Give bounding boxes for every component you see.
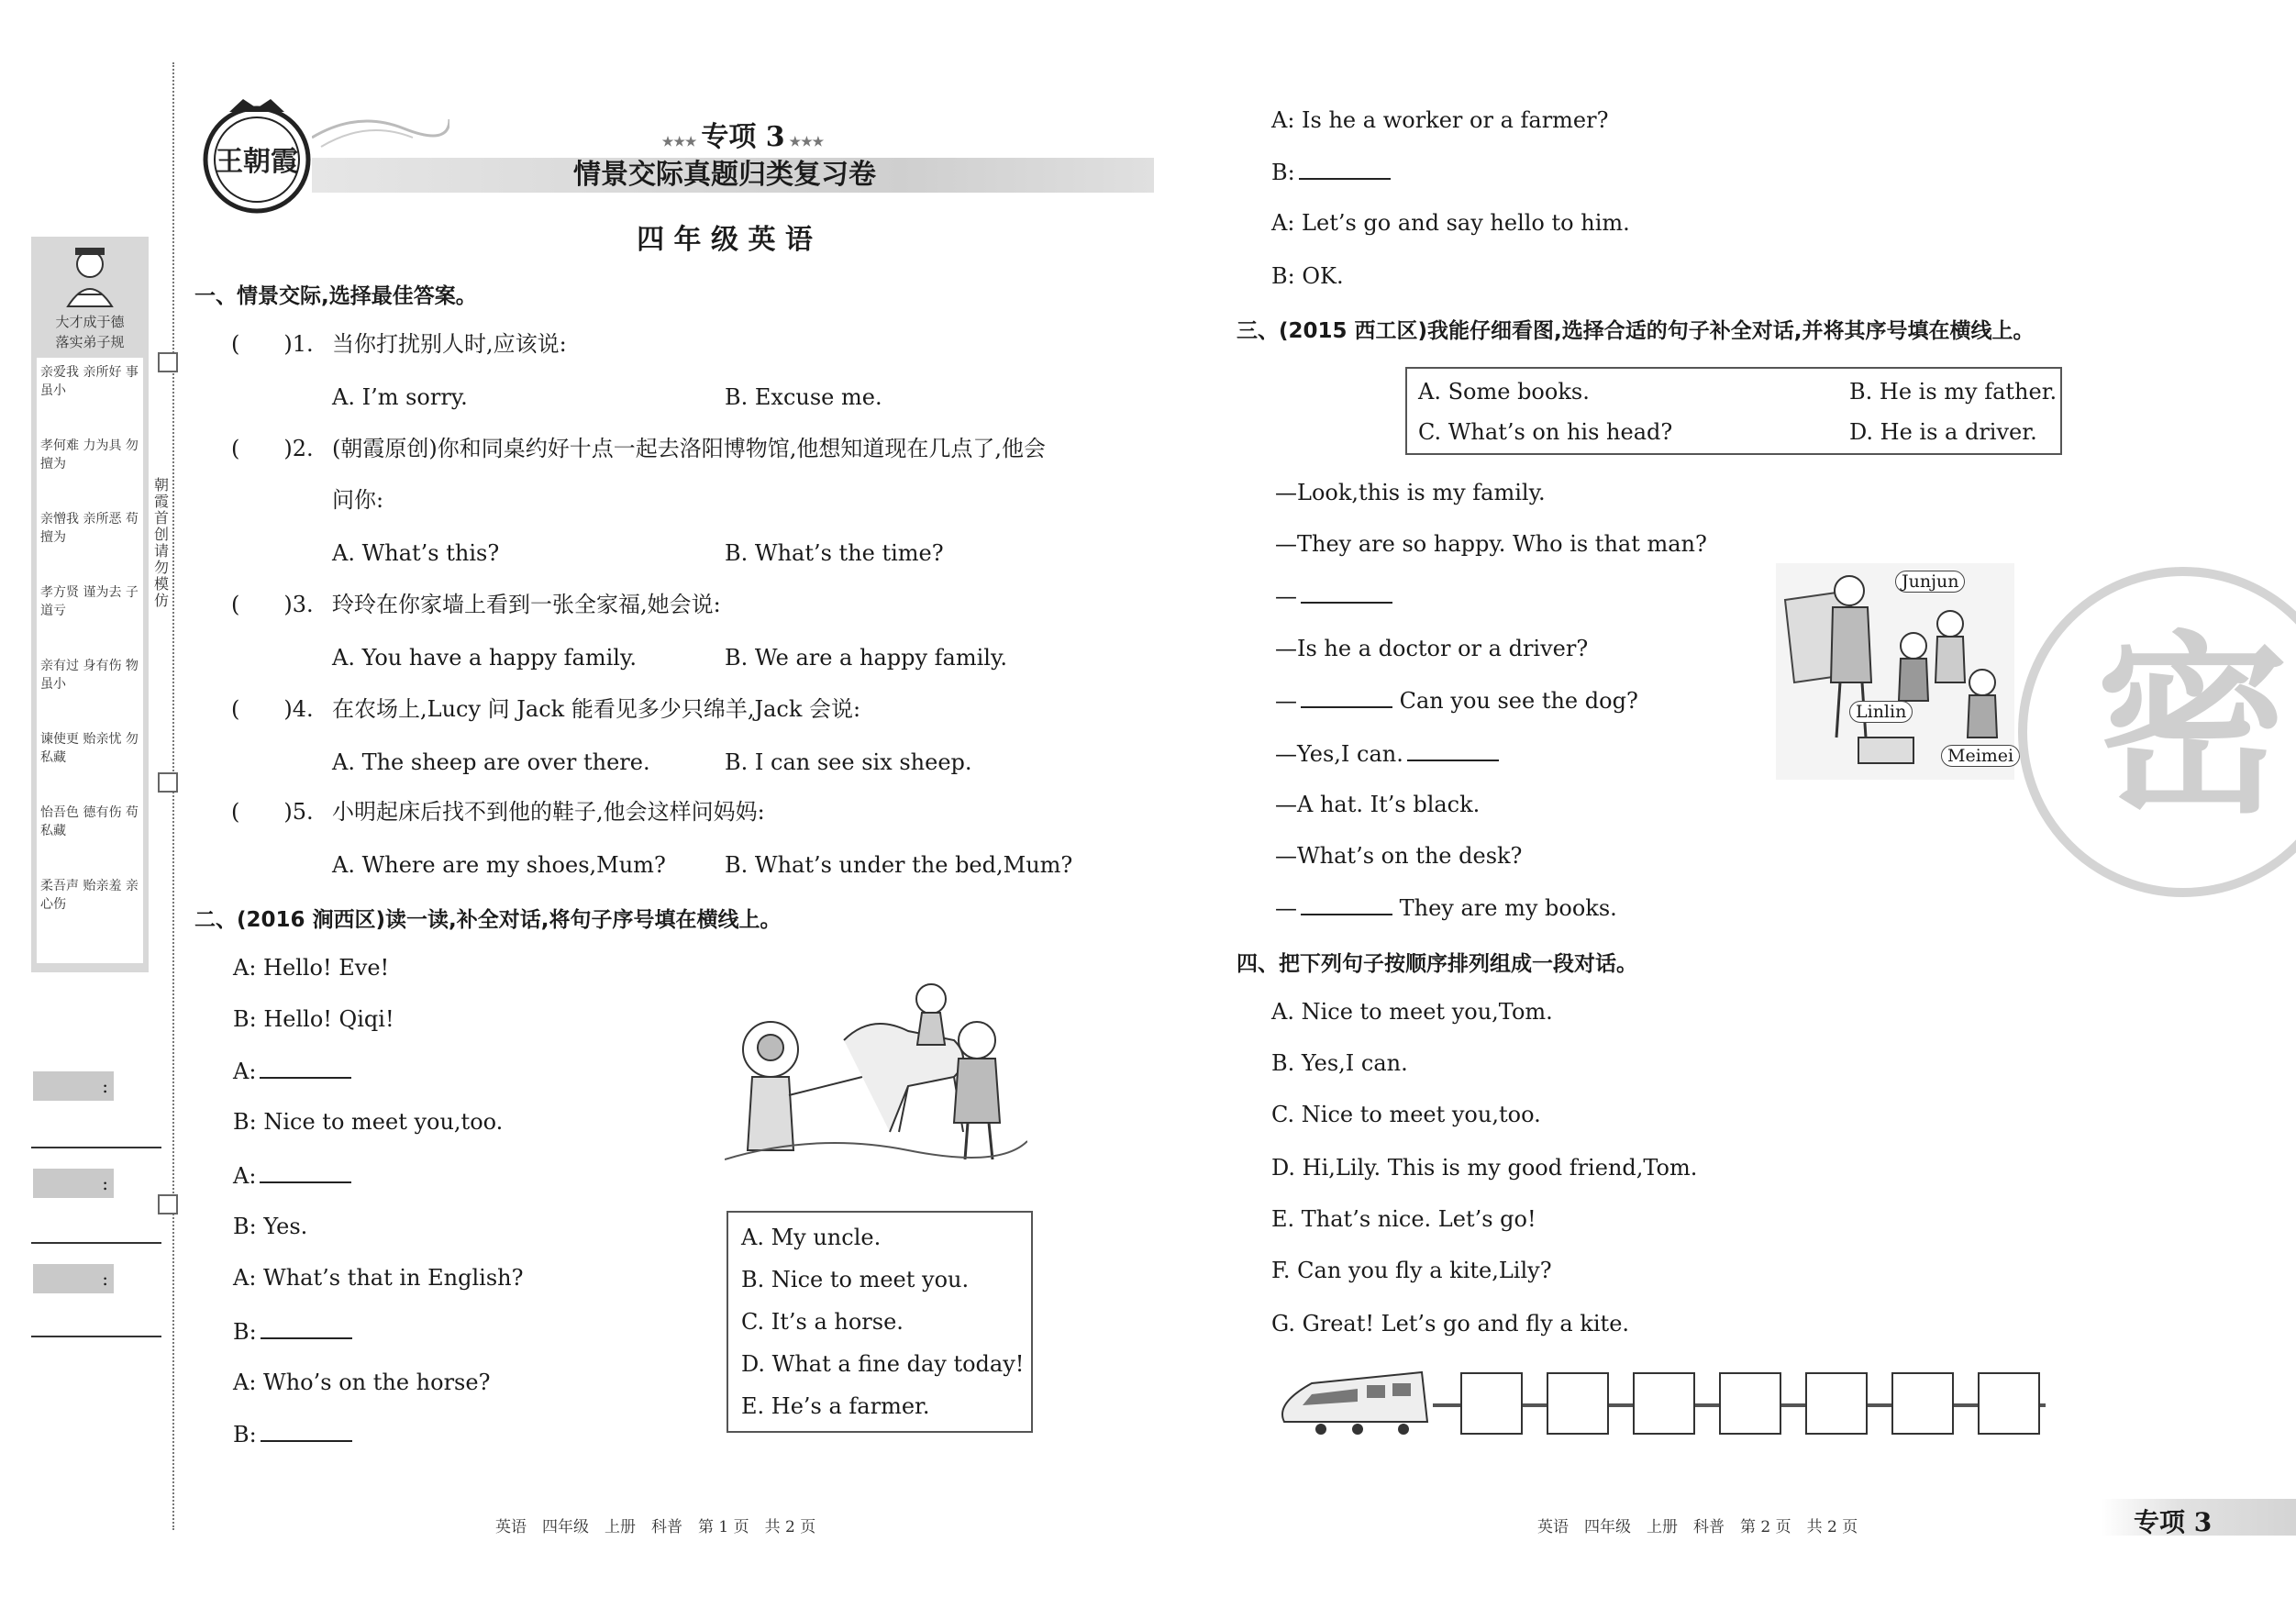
poem-line: 谏使更 贻亲忧 勿私藏 bbox=[40, 732, 139, 765]
dialog-line: B: bbox=[233, 1420, 352, 1448]
name-field-label: : bbox=[33, 1071, 114, 1101]
answer-blank[interactable] bbox=[260, 1161, 351, 1183]
answer-box[interactable] bbox=[1547, 1372, 1609, 1435]
sentence-item: E. That’s nice. Let’s go! bbox=[1271, 1206, 1536, 1232]
picture-label: Junjun bbox=[1895, 571, 1965, 593]
dialog-line: A: bbox=[233, 1057, 351, 1085]
option-item: B. He is my father. bbox=[1849, 379, 2058, 405]
question-stem: 小明起床后找不到他的鞋子,他会这样问妈妈: bbox=[332, 799, 765, 825]
sentence-item: A. Nice to meet you,Tom. bbox=[1271, 999, 1553, 1025]
poem-line: 亲憎我 亲所恶 苟擅为 bbox=[40, 512, 139, 545]
score-field-label: : bbox=[33, 1264, 114, 1293]
poem-line: 亲有过 身有伤 物虽小 bbox=[40, 659, 139, 692]
answer-box[interactable] bbox=[1633, 1372, 1695, 1435]
horse-illustration bbox=[725, 976, 1027, 1178]
section-tab bbox=[2101, 1499, 2296, 1536]
series-label: ★★★ 专项 3 ★★★ bbox=[661, 121, 825, 153]
motto-1: 大才成于德 bbox=[55, 314, 125, 330]
option-b: B. What’s under the bed,Mum? bbox=[725, 852, 1073, 878]
dialog-line: — Can you see the dog? bbox=[1275, 688, 1638, 714]
scholar-icon bbox=[59, 244, 121, 308]
footer-left: 英语 四年级 上册 科普 第 1 页 共 2 页 bbox=[495, 1518, 816, 1536]
dialog-line: B: bbox=[233, 1317, 352, 1346]
answer-blank[interactable] bbox=[261, 1317, 352, 1339]
dialog-line: A: Who’s on the horse? bbox=[233, 1370, 491, 1395]
motto-2: 落实弟子规 bbox=[55, 334, 125, 350]
question-stem: (朝霞原创)你和同桌约好十点一起去洛阳博物馆,他想知道现在几点了,他会 bbox=[332, 436, 1046, 461]
section4-heading: 四、把下列句子按顺序排列组成一段对话。 bbox=[1237, 952, 1637, 976]
question-number[interactable]: ( )3. bbox=[231, 592, 314, 617]
dialog-line: A: bbox=[233, 1161, 351, 1190]
page-subtitle: 四 年 级 英 语 bbox=[637, 224, 813, 256]
dialog-line: —Is he a doctor or a driver? bbox=[1275, 636, 1589, 661]
binding-line bbox=[172, 62, 174, 1530]
dialog-line: — bbox=[1275, 582, 1392, 610]
answer-blank[interactable] bbox=[1301, 582, 1392, 604]
section1-heading: 一、情景交际,选择最佳答案。 bbox=[194, 284, 477, 308]
question-stem: 玲玲在你家墙上看到一张全家福,她会说: bbox=[332, 592, 721, 617]
score-field-line[interactable] bbox=[31, 1336, 161, 1337]
option-b: B. Excuse me. bbox=[725, 384, 882, 410]
sidebar-motto-panel bbox=[31, 237, 149, 972]
sentence-item: D. Hi,Lily. This is my good friend,Tom. bbox=[1271, 1155, 1698, 1181]
class-field-line[interactable] bbox=[31, 1242, 161, 1244]
section3-heading: 三、(2015 西工区)我能仔细看图,选择合适的句子补全对话,并将其序号填在横线上。 bbox=[1237, 319, 2035, 343]
option-item: A. My uncle. bbox=[741, 1225, 882, 1250]
option-item: D. He is a driver. bbox=[1849, 419, 2037, 445]
option-item: B. Nice to meet you. bbox=[741, 1267, 970, 1292]
answer-box[interactable] bbox=[1978, 1372, 2040, 1435]
train-engine-icon bbox=[1275, 1367, 1440, 1438]
question-stem: 当你打扰别人时,应该说: bbox=[332, 331, 567, 357]
option-a: A. What’s this? bbox=[332, 540, 500, 566]
question-number[interactable]: ( )1. bbox=[231, 331, 314, 357]
sentence-item: C. Nice to meet you,too. bbox=[1271, 1102, 1541, 1127]
section-tab-label: 专项 3 bbox=[2134, 1507, 2213, 1537]
option-b: B. What’s the time? bbox=[725, 540, 944, 566]
dialog-line: B: OK. bbox=[1271, 263, 1344, 289]
option-a: A. I’m sorry. bbox=[332, 384, 468, 410]
vertical-note: 朝霞首创 请勿模仿 bbox=[153, 476, 169, 609]
poem-line: 亲爱我 亲所好 事虽小 bbox=[40, 365, 139, 398]
picture-label: Meimei bbox=[1941, 745, 2020, 767]
answer-box[interactable] bbox=[1719, 1372, 1781, 1435]
answer-blank[interactable] bbox=[1299, 158, 1391, 180]
dialog-line: A: Hello! Eve! bbox=[233, 955, 390, 981]
ribbon-decoration bbox=[312, 101, 449, 156]
dialog-line: A: Let’s go and say hello to him. bbox=[1271, 210, 1630, 236]
name-field-line[interactable] bbox=[31, 1147, 161, 1148]
class-field-label: : bbox=[33, 1169, 114, 1198]
secret-stamp bbox=[2018, 567, 2296, 897]
option-b: B. I can see six sheep. bbox=[725, 749, 972, 775]
answer-blank[interactable] bbox=[260, 1057, 351, 1079]
poem-line: 孝方贤 谨为去 子道亏 bbox=[40, 585, 139, 618]
dialog-line: A: Is he a worker or a farmer? bbox=[1271, 107, 1609, 133]
dialog-line: B: Nice to meet you,too. bbox=[233, 1109, 504, 1135]
binding-hole bbox=[158, 352, 178, 372]
dialog-line: A: What’s that in English? bbox=[233, 1265, 524, 1291]
answer-blank[interactable] bbox=[1301, 686, 1392, 708]
family-picture bbox=[1776, 563, 2014, 780]
option-a: A. The sheep are over there. bbox=[332, 749, 650, 775]
answer-box[interactable] bbox=[1460, 1372, 1523, 1435]
dialog-line: —A hat. It’s black. bbox=[1275, 792, 1481, 817]
poem-line: 柔吾声 贻亲羞 亲心伤 bbox=[40, 879, 139, 912]
footer-right: 英语 四年级 上册 科普 第 2 页 共 2 页 bbox=[1537, 1518, 1858, 1536]
question-stem: 在农场上,Lucy 问 Jack 能看见多少只绵羊,Jack 会说: bbox=[332, 696, 861, 722]
dialog-line: —They are so happy. Who is that man? bbox=[1275, 531, 1707, 557]
poem-line: 怡吾色 德有伤 苟私藏 bbox=[40, 805, 139, 838]
page-title: 情景交际真题归类复习卷 bbox=[573, 159, 876, 191]
option-a: A. Where are my shoes,Mum? bbox=[332, 852, 666, 878]
dialog-line: B: bbox=[1271, 158, 1391, 186]
stamp-glyph: 密 bbox=[2095, 615, 2289, 839]
answer-blank[interactable] bbox=[1301, 893, 1392, 915]
option-item: C. It’s a horse. bbox=[741, 1309, 904, 1335]
poem-box bbox=[37, 358, 143, 963]
dialog-line: B: Hello! Qiqi! bbox=[233, 1006, 394, 1032]
sentence-item: B. Yes,I can. bbox=[1271, 1050, 1408, 1076]
picture-label: Linlin bbox=[1849, 701, 1913, 723]
question-number[interactable]: ( )2. bbox=[231, 436, 314, 461]
section2-heading: 二、(2016 涧西区)读一读,补全对话,将句子序号填在横线上。 bbox=[194, 908, 782, 932]
answer-blank[interactable] bbox=[1407, 739, 1499, 761]
question-stem-cont: 问你: bbox=[332, 487, 384, 513]
svg-text:王朝霞: 王朝霞 bbox=[216, 146, 298, 178]
question-number[interactable]: ( )5. bbox=[231, 799, 314, 825]
dialog-line: B: Yes. bbox=[233, 1214, 308, 1239]
answer-box[interactable] bbox=[1891, 1372, 1954, 1435]
binding-hole bbox=[158, 1194, 178, 1214]
sentence-item: F. Can you fly a kite,Lily? bbox=[1271, 1258, 1552, 1283]
dialog-line: —Look,this is my family. bbox=[1275, 480, 1546, 505]
answer-blank[interactable] bbox=[261, 1420, 352, 1442]
sentence-item: G. Great! Let’s go and fly a kite. bbox=[1271, 1311, 1630, 1336]
question-number[interactable]: ( )4. bbox=[231, 696, 314, 722]
answer-box[interactable] bbox=[1805, 1372, 1868, 1435]
section2-options-box bbox=[727, 1211, 1033, 1433]
option-item: A. Some books. bbox=[1418, 379, 1590, 405]
option-item: C. What’s on his head? bbox=[1418, 419, 1673, 445]
binding-hole bbox=[158, 772, 178, 793]
option-item: E. He’s a farmer. bbox=[741, 1393, 930, 1419]
option-b: B. We are a happy family. bbox=[725, 645, 1007, 671]
option-a: A. You have a happy family. bbox=[332, 645, 637, 671]
dialog-line: —Yes,I can. bbox=[1275, 739, 1499, 768]
option-item: D. What a fine day today! bbox=[741, 1351, 1025, 1377]
dialog-line: —What’s on the desk? bbox=[1275, 843, 1523, 869]
dialog-line: — They are my books. bbox=[1275, 895, 1617, 921]
section3-options-box bbox=[1405, 367, 2062, 455]
poem-line: 孝何难 力为具 勿擅为 bbox=[40, 438, 139, 471]
